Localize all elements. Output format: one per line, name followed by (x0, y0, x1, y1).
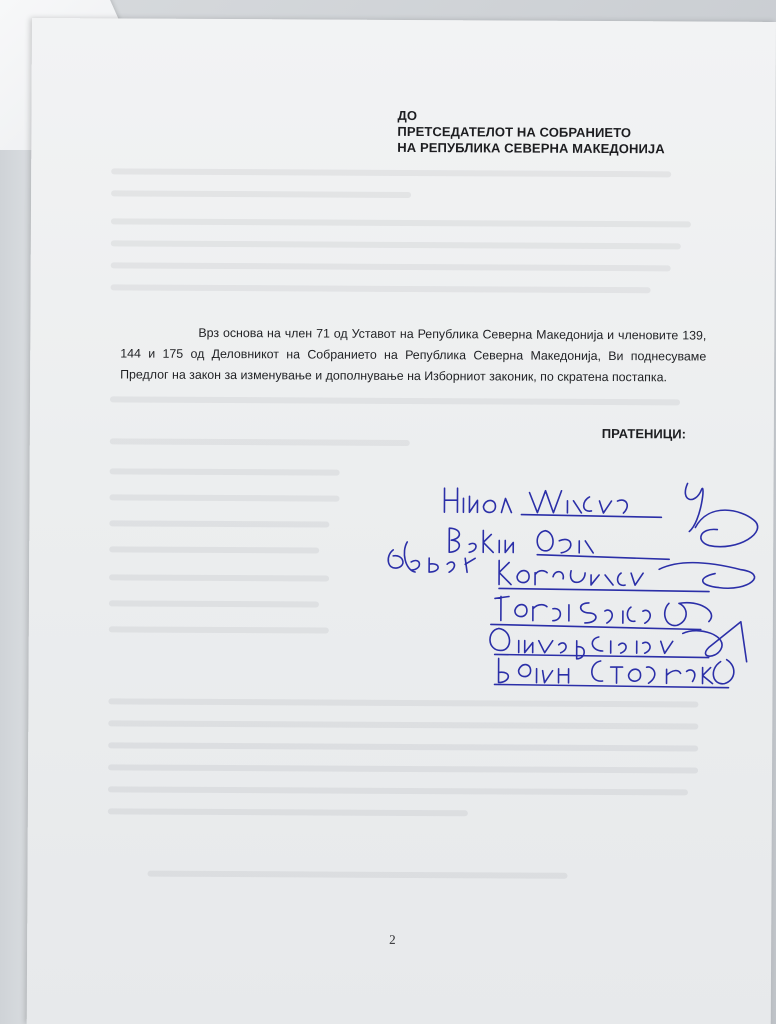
signatures-heading: ПРАТЕНИЦИ: (601, 425, 687, 442)
addressee-line-2: ПРЕТСЕДАТЕЛОТ НА СОБРАНИЕТО (397, 123, 632, 141)
bleed-through-line (109, 546, 319, 553)
signature-stroke (404, 542, 415, 572)
bleed-through-line (109, 574, 329, 581)
bleed-through-line (108, 786, 688, 795)
bleed-through-line (109, 494, 339, 501)
bleed-through-line (108, 742, 698, 751)
bleed-through-line (111, 190, 411, 198)
addressee-line-1: ДО (397, 107, 418, 124)
bleed-through-line (110, 438, 410, 446)
document-page (27, 18, 776, 1024)
bleed-through-line (110, 468, 340, 475)
bleed-through-line (108, 698, 698, 707)
bleed-through-line (111, 218, 691, 227)
bleed-through-line (109, 520, 329, 527)
bleed-through-line (108, 764, 698, 773)
signature-1 (444, 482, 703, 531)
bleed-through-line (111, 168, 671, 177)
signature-6 (495, 658, 734, 687)
bleed-through-line (111, 240, 681, 249)
bleed-through-line (109, 626, 329, 633)
bleed-through-line (108, 720, 698, 729)
page-number: 2 (389, 931, 396, 947)
bleed-through-line (109, 600, 319, 607)
addressee-block (397, 108, 665, 157)
body-paragraph: Врз основа на член 71 од Уставот на Република Северна Македонија и членовите 139, 144 и 175 од Деловникот на Собранието на Република Северна Македонија, Ви поднесуваме Предлог на закон за изменување и дополнување на Изборниот законик, по скратена постапка. (120, 326, 707, 385)
bleed-through-line (111, 262, 671, 271)
signature-5 (490, 620, 747, 661)
bleed-through-line (110, 396, 680, 405)
signature-4 (491, 596, 712, 629)
bleed-through-line (108, 808, 468, 816)
handwritten-signatures (348, 460, 769, 692)
bleed-through-line (111, 284, 651, 293)
addressee-line-3: НА РЕПУБЛИКА СЕВЕРНА МАКЕДОНИЈА (397, 139, 665, 157)
bleed-through-line (148, 871, 568, 879)
